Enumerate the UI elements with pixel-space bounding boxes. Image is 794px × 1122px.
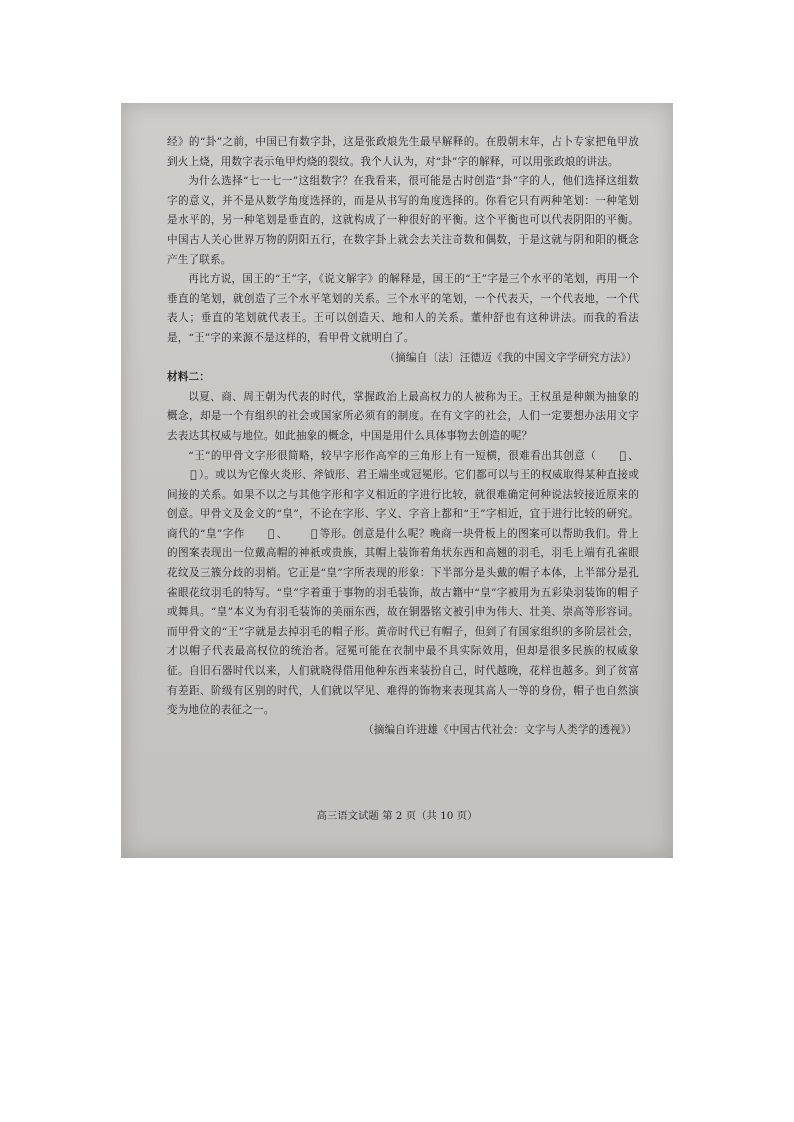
oracle-wang-glyph-2: 𠀆 <box>190 469 197 482</box>
paragraph-2: 为什么选择“七一七一”这组数字？在我看来，很可能是古时创造“卦”字的人，他们选择这组数字的意义，并不是从数学角度选择的，而是从书写的角度选择的。你看它只有两种笔划：一种笔划是水平的，另一种笔划是垂直的，这就构成了一种很好的平衡。这个平衡也可以代表阴阳的平衡。中国古人关心世界万物的阴阳五行，在数字卦上就会去关注奇数和偶数，于是这就与阴和阳的概念产生了联系。 <box>167 175 639 266</box>
paragraph-5-part-b: ）。或以为它像火炎形、斧钺形、君王端坐或冠冕形。它们都可以与王的权威取得某种直接或间接的关系。如果不以之与其他字形和字义相近的字进行比较，就很难确定何种说法较接近原来的创意。甲骨文及金文的“皇”，不论在字形、字义、字音上都和“王”字相近，宜于进行比较的研究。商代的“皇”字作 <box>167 469 639 540</box>
oracle-huang-glyph-2: 𤽄 <box>310 527 318 540</box>
source-citation-2: （摘编自许进雄《中国古代社会：文字与人类学的透视》） <box>362 723 637 736</box>
paragraph-4: 以夏、商、周王朝为代表的时代，掌握政治上最高权力的人被称为王。王权虽是种颇为抽象的概念，却是一个有组织的社会或国家所必须有的制度。在有文字的社会，人们一定要想办法用文字去表达其权威与地位。如此抽象的概念，中国是用什么具体事物去创造的呢？ <box>167 390 639 442</box>
oracle-huang-glyph-1: 𤽄 <box>267 527 275 540</box>
source-citation-1: （摘编自〔法〕汪德迈《我的中国文字学研究方法》） <box>384 351 637 364</box>
paragraph-1: 经》的“卦”之前，中国已有数字卦，这是张政烺先生最早解释的。在殷朝末年，占卜专家把龟甲放到火上烧，用数字表示龟甲灼烧的裂纹。我个人认为，对“卦”字的解释，可以用张政烺的讲法。 <box>167 136 639 168</box>
page-footer: 高三语文试题 第 2 页（共 10 页） <box>316 810 478 822</box>
paragraph-5-part-c: 等形。创意是什么呢？晚商一块骨板上的图案可以帮助我们。骨上的图案表现出一位戴高帽的神祇或贵族，其帽上装饰着角状东西和高翘的羽毛，羽毛上端有孔雀眼花纹及三簇分歧的羽梢。它正是“皇”字所表现的形象：下半部分是头戴的帽子本体，上半部分是孔雀眼花纹羽毛的特写。“皇”字着重于事物的羽毛装饰，故古籍中“皇”字被用为五彩染羽装饰的帽子或舞具。“皇”本义为有羽毛装饰的美丽东西，故在铜器铭文被引申为伟大、壮美、崇高等形容词。而甲骨文的“王”字就是去掉羽毛的帽子形。黄帝时代已有帽子，但到了有国家组织的多阶层社会，才以帽子代表最高权位的统治者。冠冕可能在衣制中最不具实际效用，但却是很多民族的权威象征。自旧石器时代以来，人们就晓得借用他种东西来装扮自己，时代越晚，花样也越多。到了贫富有差距、阶级有区别的时代，人们就以罕见、难得的饰物来表现其高人一等的身份，帽子也自然演变为地位的表征之一。 <box>167 527 640 717</box>
paragraph-5-part-a: “王”的甲骨文字形很简略，较早字形作高窄的三角形上有一短横，很难看出其创意（ <box>188 449 597 462</box>
exam-page-photo <box>121 103 673 858</box>
exam-page-text <box>167 133 639 740</box>
paragraph-5 <box>167 447 639 721</box>
glyph-separator-2: 、 <box>276 527 288 540</box>
glyph-separator: 、 <box>627 449 639 462</box>
oracle-wang-glyph-1: 𠀆 <box>619 449 626 462</box>
paragraph-3: 再比方说，国王的“王”字，《说文解字》的解释是，国王的“王”字是三个水平的笔划，再用一个垂直的笔划，就创造了三个水平笔划的关系。三个水平的笔划，一个代表天，一个代表地，一个代表人；垂直的笔划就代表王。王可以创造天、地和人的关系。董仲舒也有这种讲法。而我的看法是，“王”字的来源不是这样的，看甲骨文就明白了。 <box>167 273 639 344</box>
material-2-heading: 材料二： <box>167 371 210 384</box>
